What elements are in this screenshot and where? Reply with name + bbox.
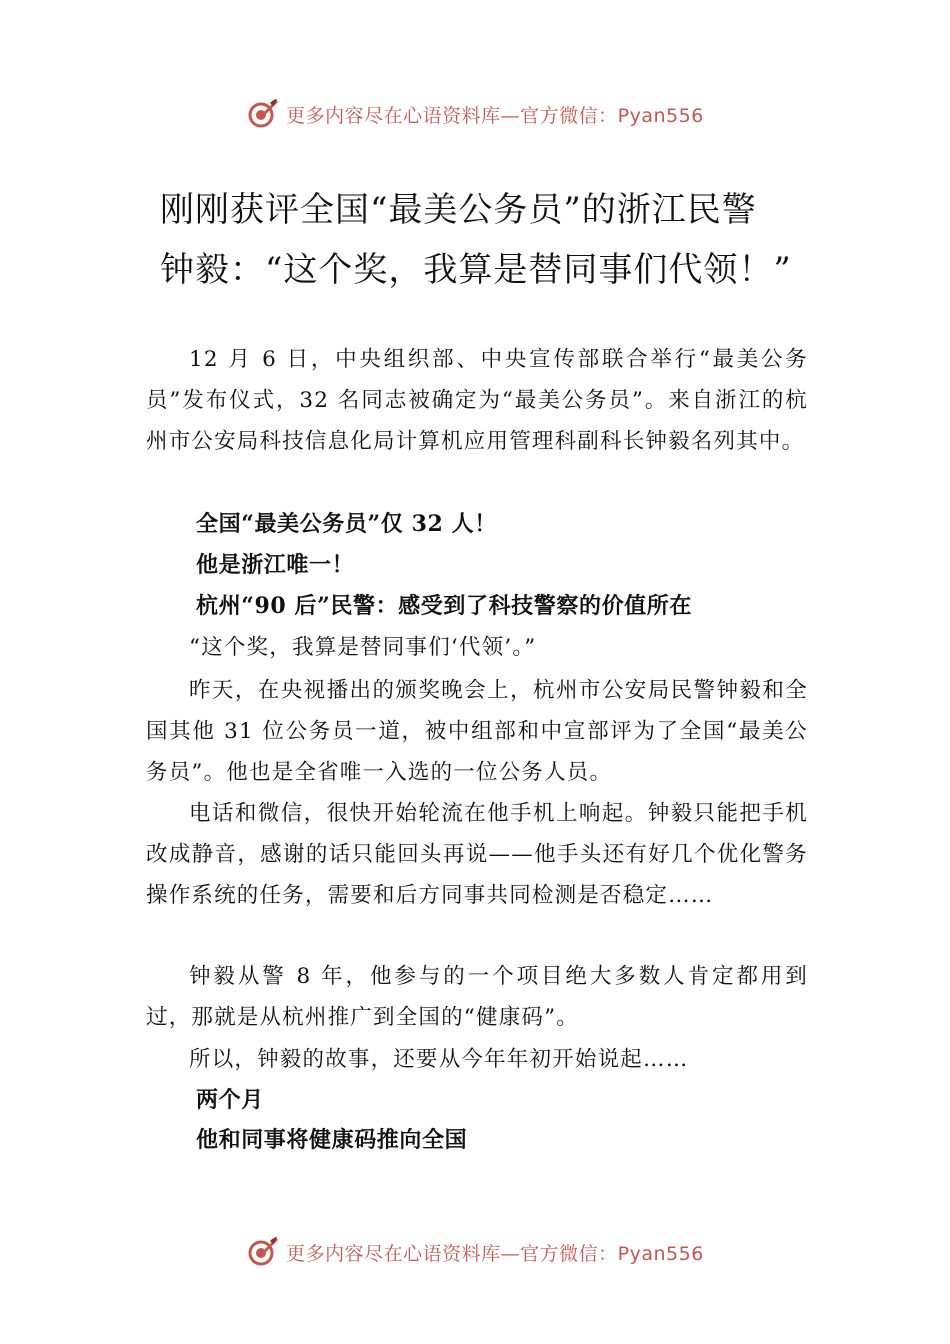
- bold-heading-3: 杭州“90 后”民警：感受到了科技警察的价值所在: [196, 593, 692, 619]
- header-wechat-id: Pyan556: [617, 104, 704, 127]
- paragraph-5: 钟毅从警 8 年，他参与的一个项目绝大多数人肯定都用到过，那就是从杭州推广到全国的“健康码”。: [146, 964, 808, 1030]
- footer-banner: [0, 1232, 950, 1272]
- paragraph-2: “这个奖，我算是替同事们‘代领’。”: [189, 635, 537, 660]
- footer-wechat-id: Pyan556: [617, 1242, 704, 1265]
- bold-heading-2: 他是浙江唯一！: [196, 552, 355, 578]
- quill-seal-logo-icon: [246, 97, 280, 131]
- quill-seal-logo-icon: [246, 1235, 280, 1269]
- paragraph-1: 12 月 6 日，中央组织部、中央宣传部联合举行“最美公务员”发布仪式，32 名同志被确定为“最美公务员”。来自浙江的杭州市公安局科技信息化局计算机应用管理科副科长钟毅名列其中。: [146, 347, 808, 454]
- header-banner: [0, 94, 950, 134]
- paragraph-3: 昨天，在央视播出的颁奖晚会上，杭州市公安局民警钟毅和全国其他 31 位公务员一道，被中组部和中宣部评为了全国“最美公务员”。他也是全省唯一入选的一位公务人员。: [146, 678, 808, 785]
- bold-heading-1: 全国“最美公务员”仅 32 人！: [196, 511, 497, 537]
- article-title-line-2: 钟毅：“这个奖，我算是替同事们代领！”: [160, 250, 792, 290]
- article-title-line-1: 刚刚获评全国“最美公务员”的浙江民警: [160, 190, 757, 230]
- bold-heading-5: 他和同事将健康码推向全国: [196, 1127, 468, 1153]
- paragraph-6: 所以，钟毅的故事，还要从今年年初开始说起……: [189, 1047, 689, 1072]
- header-banner-text: 更多内容尽在心语资料库—官方微信：Pyan556: [286, 104, 704, 127]
- bold-heading-4: 两个月: [196, 1087, 264, 1113]
- paragraph-4: 电话和微信，很快开始轮流在他手机上响起。钟毅只能把手机改成静音，感谢的话只能回头再说——他手头还有好几个优化警务操作系统的任务，需要和后方同事共同检测是否稳定……: [146, 801, 808, 908]
- footer-banner-text: 更多内容尽在心语资料库—官方微信：Pyan556: [286, 1242, 704, 1265]
